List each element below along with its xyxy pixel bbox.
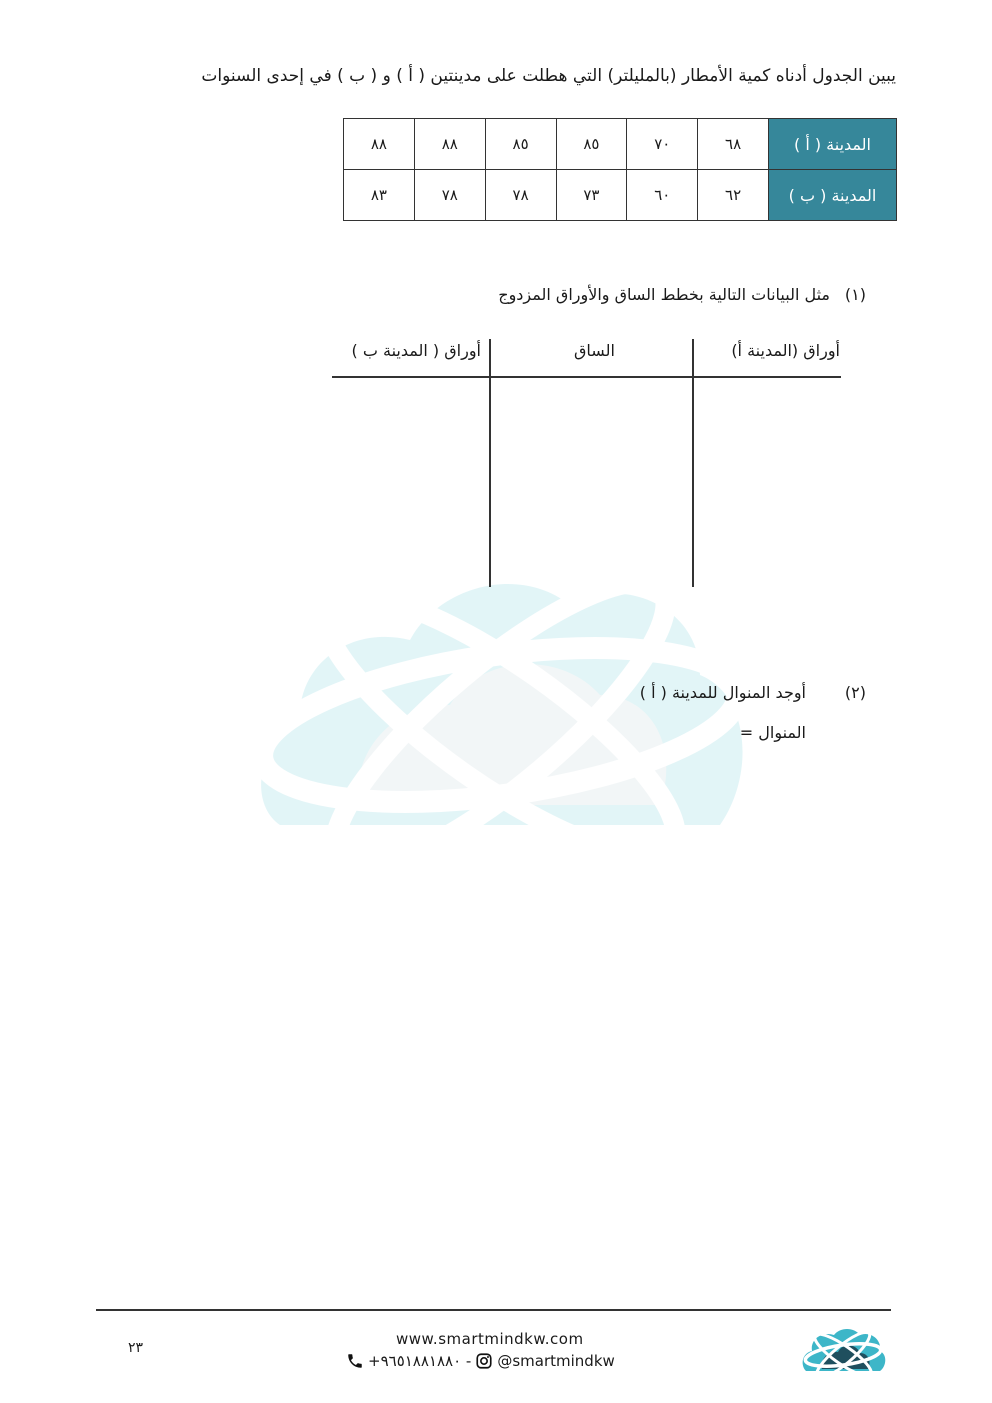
table-cell: ٧٠ [627, 119, 698, 170]
table-cell: ٧٣ [556, 170, 627, 221]
stem-leaf-divider [692, 339, 694, 587]
question-1-text: مثل البيانات التالية بخطط الساق والأوراق المزدوج [498, 285, 830, 304]
question-2-number: (٢) [844, 683, 866, 702]
table-cell: ٧٨ [414, 170, 485, 221]
question-2-text: أوجد المنوال للمدينة ( أ ) [639, 683, 806, 702]
table-cell: ٧٨ [485, 170, 556, 221]
phone-icon [346, 1352, 364, 1370]
footer-divider [96, 1309, 891, 1311]
table-cell: ٦٨ [698, 119, 769, 170]
intro-text: يبين الجدول أدناه كمية الأمطار (بالمليلتر) التي هطلت على مدينتين ( أ ) و ( ب ) في إحدى السنوات [201, 66, 896, 86]
leaves-b-header: أوراق ( المدينة ب ) [351, 341, 481, 360]
table-cell: ٨٨ [414, 119, 485, 170]
instagram-handle[interactable]: @smartmindkw [497, 1352, 615, 1370]
instagram-icon [475, 1352, 493, 1370]
table-row [344, 119, 897, 170]
table-cell: ٨٣ [344, 170, 415, 221]
page-number: ٢٣ [128, 1340, 144, 1356]
table-row [344, 170, 897, 221]
stem-leaf-divider [489, 339, 491, 587]
smartmind-logo [800, 1325, 886, 1375]
row-label: المدينة ( أ ) [769, 119, 897, 170]
mode-answer-label: المنوال = [739, 723, 806, 742]
rainfall-table [343, 118, 897, 221]
leaves-a-header: أوراق (المدينة أ) [731, 341, 840, 360]
row-label: المدينة ( ب ) [769, 170, 897, 221]
question-1-number: (١) [844, 285, 866, 304]
table-cell: ٨٥ [485, 119, 556, 170]
stem-leaf-divider [332, 376, 841, 378]
website-link[interactable]: www.smartmindkw.com [396, 1330, 584, 1348]
table-cell: ٨٨ [344, 119, 415, 170]
stem-header: الساق [574, 341, 615, 360]
table-cell: ٦٢ [698, 170, 769, 221]
table-cell: ٦٠ [627, 170, 698, 221]
table-cell: ٨٥ [556, 119, 627, 170]
contact-line [346, 1352, 615, 1370]
phone-number[interactable]: +٩٦٥١٨٨١٨٨٠ - [368, 1352, 472, 1370]
